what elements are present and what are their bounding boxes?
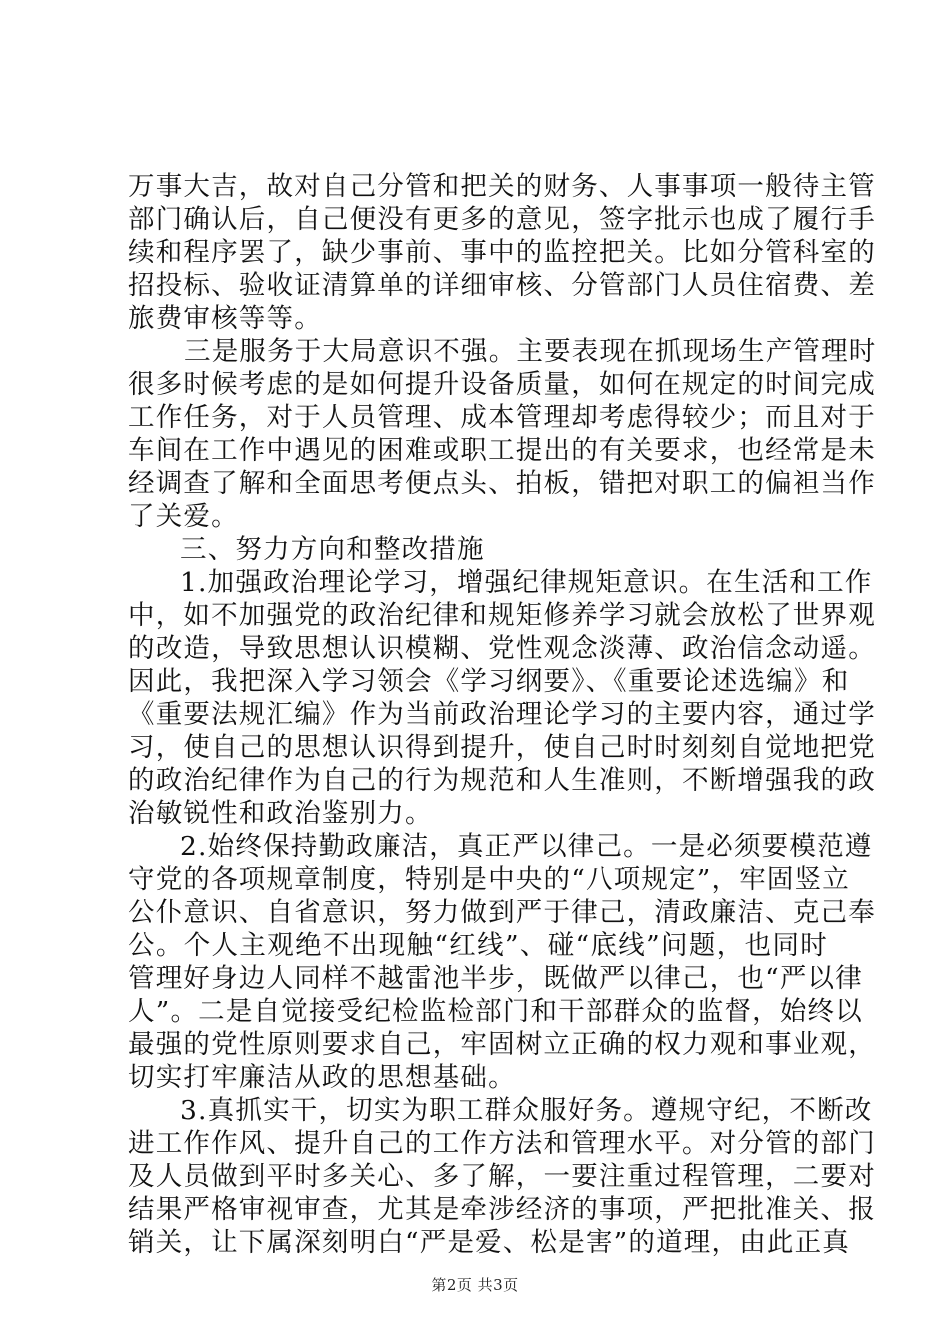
text-line: 中，如不加强党的政治纪律和规矩修养学习就会放松了世界观 <box>128 600 876 631</box>
text-line: 最强的党性原则要求自己，牢固树立正确的权力观和事业观， <box>128 1029 876 1060</box>
text-line: 人”。二是自觉接受纪检监检部门和干部群众的监督，始终以 <box>128 996 863 1027</box>
text-line: 销关，让下属深刻明白“严是爱、松是害”的道理，由此正真 <box>128 1227 850 1258</box>
paragraph-start-line: 1.加强政治理论学习，增强纪律规矩意识。在生活和工作 <box>180 567 873 598</box>
paragraph-start-line: 2.始终保持勤政廉洁，真正严以律己。一是必须要模范遵 <box>180 831 873 862</box>
paragraph-start-line: 三是服务于大局意识不强。主要表现在抓现场生产管理时 <box>184 336 877 367</box>
text-line: 很多时候考虑的是如何提升设备质量，如何在规定的时间完成 <box>128 369 876 400</box>
text-line: 续和程序罢了，缺少事前、事中的监控把关。比如分管科室的 <box>128 237 876 268</box>
text-line: 治敏锐性和政治鉴别力。 <box>128 798 433 829</box>
text-line: 结果严格审视审查，尤其是牵涉经济的事项，严把批准关、报 <box>128 1194 876 1225</box>
text-line: 公。个人主观绝不出现触“红线”、碰“底线”问题，也同时 <box>128 930 828 961</box>
text-line: 经调查了解和全面思考便点头、拍板，错把对职工的偏袒当作 <box>128 468 876 499</box>
text-line: 管理好身边人同样不越雷池半步，既做严以律己，也“严以律 <box>128 963 863 994</box>
text-line: 《重要法规汇编》作为当前政治理论学习的主要内容，通过学 <box>128 699 876 730</box>
text-line: 切实打牢廉洁从政的思想基础。 <box>128 1062 516 1093</box>
page-number-footer: 第2页 共3页 <box>431 1276 519 1294</box>
text-line: 的政治纪律作为自己的行为规范和人生准则，不断增强我的政 <box>128 765 876 796</box>
text-line: 守党的各项规章制度，特别是中央的“八项规定”，牢固竖立 <box>128 864 850 895</box>
text-line: 部门确认后，自己便没有更多的意见，签字批示也成了履行手 <box>128 204 876 235</box>
text-line: 招投标、验收证清算单的详细审核、分管部门人员住宿费、差 <box>128 270 876 301</box>
text-line: 进工作作风、提升自己的工作方法和管理水平。对分管的部门 <box>128 1128 876 1159</box>
text-line: 车间在工作中遇见的困难或职工提出的有关要求，也经常是未 <box>128 435 876 466</box>
document-body <box>128 170 877 1259</box>
text-line: 万事大吉，故对自己分管和把关的财务、人事事项一般待主管 <box>128 171 876 202</box>
text-line: 公仆意识、自省意识，努力做到严于律己，清政廉洁、克己奉 <box>128 897 876 928</box>
text-line: 工作任务，对于人员管理、成本管理却考虑得较少；而且对于 <box>128 402 876 433</box>
text-line: 及人员做到平时多关心、多了解，一要注重过程管理，二要对 <box>128 1161 876 1192</box>
text-line: 的改造，导致思想认识模糊、党性观念淡薄、政治信念动遥。 <box>128 633 876 664</box>
text-line: 了关爱。 <box>128 501 239 532</box>
text-line: 旅费审核等等。 <box>128 303 322 334</box>
text-line: 习，使自己的思想认识得到提升，使自己时时刻刻自觉地把党 <box>128 732 876 763</box>
paragraph-start-line: 3.真抓实干，切实为职工群众服好务。遵规守纪，不断改 <box>180 1095 873 1126</box>
section-heading: 三、努力方向和整改措施 <box>180 534 485 565</box>
text-line: 因此，我把深入学习领会《学习纲要》、《重要论述选编》和 <box>128 666 850 697</box>
